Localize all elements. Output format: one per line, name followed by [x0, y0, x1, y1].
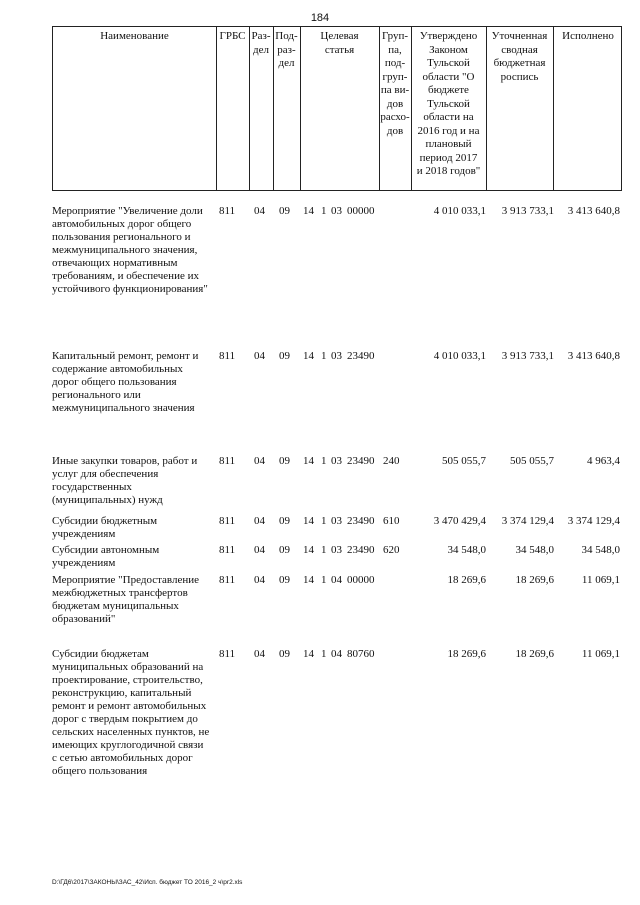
column-divider — [553, 27, 554, 190]
row-target-program: 14 — [303, 205, 314, 217]
row-target-program: 14 — [303, 574, 314, 586]
row-grbs: 811 — [219, 544, 236, 556]
row-target-direction: 23490 — [347, 455, 375, 467]
row-name: Мероприятие "Увеличение доли автомобильных дорог общего пользования регионального и межмуниципального значения, отвечающих нормативным требованиям, и обеспечение их устойчивого функционирования" — [52, 205, 208, 295]
row-target-event: 03 — [331, 350, 342, 362]
row-razdel: 04 — [254, 544, 265, 556]
row-target-event: 03 — [331, 515, 342, 527]
row-target-direction: 00000 — [347, 574, 375, 586]
row-name: Субсидии бюджетным учреждениям — [52, 515, 158, 540]
row-target-subprogram: 1 — [321, 574, 327, 586]
row-target-program: 14 — [303, 515, 314, 527]
row-target-direction: 23490 — [347, 544, 375, 556]
row-grbs: 811 — [219, 515, 236, 527]
row-target-event: 03 — [331, 455, 342, 467]
row-name: Субсидии бюджетам муниципальных образований на проектирование, строительство, реконструкцию, капитальный ремонт и ремонт автомобильных дорог с твердым покрытием до сельских населенных пунктов, не имеющих круглогодичной связи с сетью автомобильных дорог общего пользования — [52, 648, 210, 777]
row-target-subprogram: 1 — [321, 205, 327, 217]
row-expense-type: 620 — [383, 544, 400, 556]
row-target-subprogram: 1 — [321, 350, 327, 362]
row-refined: 34 548,0 — [515, 544, 554, 556]
row-target-direction: 80760 — [347, 648, 375, 660]
row-refined: 3 374 129,4 — [501, 515, 554, 527]
row-executed: 4 963,4 — [587, 455, 620, 467]
row-target-program: 14 — [303, 350, 314, 362]
row-grbs: 811 — [219, 455, 236, 467]
file-path-footer: D:\ГД6\2017\ЗАКОНЫ\ЗАС_42\Исп. бюджет ТО 2016_2 ч\pr2.xls — [52, 879, 243, 886]
header-approved: Утверждено Законом Тульской области "О бюджете Тульской области на 2016 год и на плановый период 2017 и 2018 годов" — [416, 30, 481, 177]
row-approved: 505 055,7 — [442, 455, 486, 467]
row-podrazdel: 09 — [279, 350, 290, 362]
row-executed: 3 413 640,8 — [567, 205, 620, 217]
page-number: 184 — [310, 12, 330, 24]
row-target-event: 04 — [331, 648, 342, 660]
row-target-program: 14 — [303, 455, 314, 467]
row-approved: 34 548,0 — [447, 544, 486, 556]
row-approved: 4 010 033,1 — [433, 205, 486, 217]
row-name: Капитальный ремонт, ремонт и содержание автомобильных дорог общего пользования регионального или межмуниципального значения — [52, 350, 199, 414]
row-refined: 18 269,6 — [515, 648, 554, 660]
row-razdel: 04 — [254, 574, 265, 586]
row-name: Иные закупки товаров, работ и услуг для обеспечения государственных (муниципальных) нужд — [52, 455, 198, 506]
header-name: Наименование — [100, 30, 169, 42]
row-target-program: 14 — [303, 544, 314, 556]
row-grbs: 811 — [219, 574, 236, 586]
row-target-direction: 23490 — [347, 350, 375, 362]
header-razdel: Раз- дел — [251, 30, 271, 56]
row-target-program: 14 — [303, 648, 314, 660]
row-executed: 34 548,0 — [581, 544, 620, 556]
row-target-subprogram: 1 — [321, 455, 327, 467]
row-target-subprogram: 1 — [321, 515, 327, 527]
row-executed: 11 069,1 — [581, 648, 620, 660]
header-grbs: ГРБС — [219, 30, 246, 42]
row-executed: 11 069,1 — [581, 574, 620, 586]
row-target-subprogram: 1 — [321, 648, 327, 660]
row-podrazdel: 09 — [279, 515, 290, 527]
row-podrazdel: 09 — [279, 648, 290, 660]
header-target: Целевая статья — [320, 30, 359, 56]
row-refined: 3 913 733,1 — [501, 350, 554, 362]
row-executed: 3 374 129,4 — [567, 515, 620, 527]
row-refined: 18 269,6 — [515, 574, 554, 586]
row-expense-type: 240 — [383, 455, 400, 467]
row-razdel: 04 — [254, 350, 265, 362]
row-expense-type: 610 — [383, 515, 400, 527]
row-refined: 505 055,7 — [510, 455, 554, 467]
row-razdel: 04 — [254, 455, 265, 467]
header-refined: Уточненная сводная бюджетная роспись — [491, 30, 548, 83]
row-razdel: 04 — [254, 648, 265, 660]
row-refined: 3 913 733,1 — [501, 205, 554, 217]
table-header — [52, 26, 622, 191]
row-target-event: 03 — [331, 205, 342, 217]
row-approved: 18 269,6 — [447, 574, 486, 586]
header-podrazdel: Под- раз- дел — [275, 30, 298, 69]
row-name: Субсидии автономным учреждениям — [52, 544, 160, 569]
row-target-event: 04 — [331, 574, 342, 586]
row-razdel: 04 — [254, 515, 265, 527]
row-target-subprogram: 1 — [321, 544, 327, 556]
row-target-event: 03 — [331, 544, 342, 556]
row-podrazdel: 09 — [279, 455, 290, 467]
row-approved: 18 269,6 — [447, 648, 486, 660]
row-target-direction: 23490 — [347, 515, 375, 527]
row-name: Мероприятие "Предоставление межбюджетных трансфертов бюджетам муниципальных образований" — [52, 574, 200, 625]
row-grbs: 811 — [219, 648, 236, 660]
row-grbs: 811 — [219, 350, 236, 362]
row-podrazdel: 09 — [279, 205, 290, 217]
row-grbs: 811 — [219, 205, 236, 217]
row-approved: 4 010 033,1 — [433, 350, 486, 362]
row-approved: 3 470 429,4 — [433, 515, 486, 527]
row-podrazdel: 09 — [279, 544, 290, 556]
row-razdel: 04 — [254, 205, 265, 217]
header-group: Груп- па, под- груп- па ви- дов расхо- дов — [380, 30, 410, 137]
row-podrazdel: 09 — [279, 574, 290, 586]
row-executed: 3 413 640,8 — [567, 350, 620, 362]
header-executed: Исполнено — [562, 30, 614, 42]
column-divider — [216, 27, 217, 190]
row-target-direction: 00000 — [347, 205, 375, 217]
